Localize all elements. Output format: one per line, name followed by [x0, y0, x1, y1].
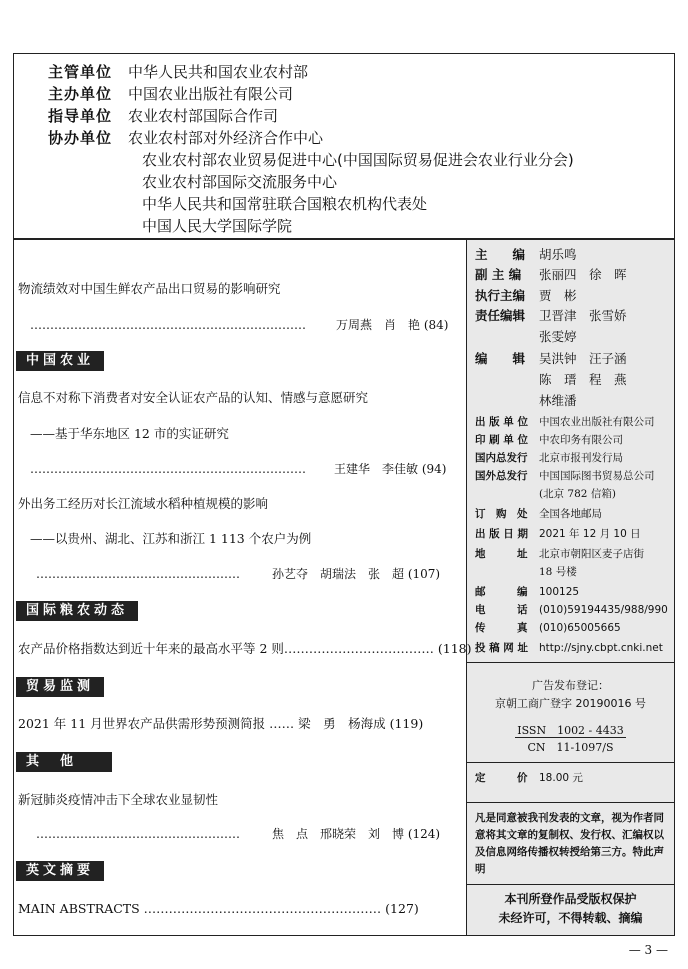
price-value: 18.00 元 — [539, 772, 583, 784]
cn-number: CN 11-1097/S — [527, 741, 614, 754]
price-label: 定 价 — [475, 772, 528, 784]
pub-publisher — [475, 414, 655, 430]
org-guide — [48, 106, 278, 126]
article-2-title[interactable]: 信息不对称下消费者对安全认证农产品的认知、情感与意愿研究 — [18, 390, 369, 405]
article-5-page: (119) — [389, 716, 424, 731]
editor-executive-label: 执行主编 — [475, 288, 526, 303]
article-2-leader: …………………………………………………………… — [30, 462, 306, 476]
pub-domestic — [475, 450, 623, 466]
ad-registration-label: 广告发布登记： — [532, 679, 609, 692]
editor-responsible-value-2: 张雯婷 — [539, 329, 577, 344]
pub-website-label: 投 稿 网 址 — [475, 642, 528, 654]
pub-fax — [475, 620, 621, 636]
pub-order-value: 全国各地邮局 — [539, 508, 602, 520]
pub-postcode — [475, 584, 579, 600]
section-trade-monitoring: 贸易监测 — [16, 677, 104, 697]
article-5-authors: 梁 勇 杨海成 — [298, 716, 386, 731]
editor-deputy — [475, 266, 627, 284]
article-6-authors-text: 焦 点 邢晓荣 刘 博 — [272, 827, 405, 841]
article-6-leader: …………………………………………… — [36, 827, 240, 841]
ad-registration-number: 京朝工商广登字 20190016 号 — [495, 697, 646, 710]
editor-responsible-value: 卫晋津 张雪娇 — [539, 308, 627, 323]
article-2-authors — [334, 461, 446, 477]
editor-deputy-value: 张丽四 徐 晖 — [539, 267, 627, 282]
pub-postcode-label: 邮 编 — [475, 586, 528, 598]
editor-executive — [475, 287, 577, 305]
pub-fax-label: 传 真 — [475, 622, 528, 634]
editor-chief-value: 胡乐鸣 — [539, 247, 577, 262]
panel-divider-3 — [467, 802, 674, 803]
article-3-page: (107) — [407, 567, 441, 581]
article-1-title[interactable]: 物流绩效对中国生鲜农产品出口贸易的影响研究 — [18, 281, 281, 296]
pub-printer — [475, 432, 623, 448]
article-3-authors-text: 孙艺夺 胡瑞法 张 超 — [272, 567, 405, 581]
price — [475, 770, 583, 786]
org-co-label: 协办单位 — [48, 129, 113, 147]
pub-address — [475, 546, 644, 562]
pub-overseas-value: 中国国际图书贸易总公司 — [539, 470, 655, 482]
org-competent — [48, 62, 308, 82]
section-others: 其 他 — [16, 752, 112, 772]
section-international-grain: 国际粮农动态 — [16, 601, 138, 621]
article-3-subtitle: ——以贵州、湖北、江苏和浙江 1 113 个农户为例 — [30, 531, 312, 546]
article-4-title[interactable]: 农产品价格指数达到近十年来的最高水平等 2 则……………………………… (118) — [18, 641, 472, 656]
editor-editors — [475, 350, 627, 368]
pub-phone — [475, 602, 668, 618]
pub-phone-label: 电 话 — [475, 604, 528, 616]
article-5-title[interactable]: 2021 年 11 月世界农产品供需形势预测简报 …… 梁 勇 杨海成 (119) — [18, 716, 424, 731]
article-6-title[interactable]: 新冠肺炎疫情冲击下全球农业显韧性 — [18, 792, 219, 807]
panel-divider-2 — [467, 762, 674, 763]
column-divider — [466, 239, 467, 936]
editor-deputy-label: 副 主 编 — [475, 267, 522, 282]
article-2-authors-text: 王建华 李佳敏 — [334, 462, 419, 476]
pub-date-value: 2021 年 12 月 10 日 — [539, 528, 641, 540]
article-3-authors — [272, 566, 440, 582]
article-1-authors — [336, 317, 448, 333]
org-sponsor-value: 中国农业出版社有限公司 — [128, 85, 294, 103]
article-7-title-text: MAIN ABSTRACTS — [18, 901, 140, 916]
copyright-line-1: 本刊所登作品受版权保护 — [504, 892, 637, 906]
article-7-page: (127) — [385, 901, 419, 916]
editor-responsible — [475, 307, 627, 325]
editor-editors-label: 编 辑 — [475, 351, 526, 366]
org-competent-label: 主管单位 — [48, 63, 113, 81]
pub-printer-label: 印 刷 单 位 — [475, 434, 528, 446]
pub-order-label: 订 购 处 — [475, 508, 528, 520]
pub-address-label: 地 址 — [475, 548, 528, 560]
pub-phone-value: (010)59194435/988/990 — [539, 604, 668, 616]
article-4-page: (118) — [437, 641, 472, 656]
article-4-title-text: 农产品价格指数达到近十年来的最高水平等 2 则 — [18, 641, 284, 656]
pub-order — [475, 506, 602, 522]
article-3-title[interactable]: 外出务工经历对长江流域水稻种植规模的影响 — [18, 496, 269, 511]
pub-publisher-value: 中国农业出版社有限公司 — [539, 416, 655, 428]
section-english-abstracts: 英文摘要 — [16, 861, 104, 881]
copyright-line-2: 未经许可，不得转载、摘编 — [498, 911, 643, 925]
pub-overseas — [475, 468, 655, 484]
pub-fax-value: (010)65005665 — [539, 622, 621, 634]
org-co — [48, 128, 323, 148]
editor-responsible-label: 责任编辑 — [475, 308, 526, 323]
editor-editors-value-2: 陈 瑨 程 燕 — [539, 372, 627, 387]
pub-domestic-value: 北京市报刊发行局 — [539, 452, 623, 464]
org-co-value-0: 农业农村部对外经济合作中心 — [128, 129, 324, 147]
org-co-value-4: 中国人民大学国际学院 — [142, 217, 293, 235]
pub-address-value: 北京市朝阳区麦子店街 — [539, 548, 644, 560]
article-2-page: (94) — [421, 462, 447, 476]
org-guide-label: 指导单位 — [48, 107, 113, 125]
pub-date-label: 出 版 日 期 — [475, 528, 528, 540]
issn — [467, 723, 674, 739]
editor-editors-value-3: 林维潘 — [539, 393, 577, 408]
article-6-authors — [272, 826, 440, 842]
article-7-title[interactable]: MAIN ABSTRACTS ………………………………………………… (127) — [18, 901, 419, 916]
org-competent-value: 中华人民共和国农业农村部 — [128, 63, 309, 81]
pub-overseas-value-2: (北京 782 信箱) — [539, 488, 616, 500]
org-sponsor-label: 主办单位 — [48, 85, 113, 103]
pub-website-value[interactable]: http://sjny.cbpt.cnki.net — [539, 642, 663, 654]
pub-domestic-label: 国内总发行 — [475, 452, 528, 464]
article-2-subtitle: ——基于华东地区 12 市的实证研究 — [30, 426, 229, 441]
panel-divider-1 — [467, 662, 674, 663]
article-1-page: (84) — [423, 318, 449, 332]
article-1-authors-text: 万周燕 肖 艳 — [336, 318, 421, 332]
copyright-notice: 凡是同意被我刊发表的文章，视为作者同意将其文章的复制权、发行权、汇编权以及信息网络传播权转授给第三方。特此声明 — [475, 812, 664, 875]
org-co-value-3: 中华人民共和国常驻联合国粮农机构代表处 — [142, 195, 428, 213]
org-sponsor — [48, 84, 293, 104]
section-china-agriculture: 中国农业 — [16, 351, 104, 371]
pub-date — [475, 526, 641, 542]
page-number: — 3 — — [628, 943, 668, 957]
pub-printer-value: 中农印务有限公司 — [539, 434, 623, 446]
pub-overseas-label: 国外总发行 — [475, 470, 528, 482]
panel-divider-4 — [467, 884, 674, 885]
article-3-leader: …………………………………………… — [36, 567, 240, 581]
org-guide-value: 农业农村部国际合作司 — [128, 107, 279, 125]
article-1-leader: …………………………………………………………… — [30, 318, 306, 332]
issn-text: ISSN 1002 - 4433 — [517, 724, 624, 737]
editor-executive-value: 贾 彬 — [539, 288, 577, 303]
editor-chief-label: 主 编 — [475, 247, 526, 262]
editor-editors-value: 吴洪钟 汪子涵 — [539, 351, 627, 366]
pub-postcode-value: 100125 — [539, 586, 580, 598]
org-co-value-1: 农业农村部农业贸易促进中心(中国国际贸易促进会农业行业分会) — [142, 151, 574, 169]
pub-address-value-2: 18 号楼 — [539, 566, 577, 578]
article-5-title-text: 2021 年 11 月世界农产品供需形势预测简报 — [18, 716, 266, 731]
org-co-value-2: 农业农村部国际交流服务中心 — [142, 173, 338, 191]
editor-chief — [475, 246, 577, 264]
pub-website — [475, 640, 663, 656]
pub-publisher-label: 出 版 单 位 — [475, 416, 528, 428]
article-6-page: (124) — [407, 827, 441, 841]
